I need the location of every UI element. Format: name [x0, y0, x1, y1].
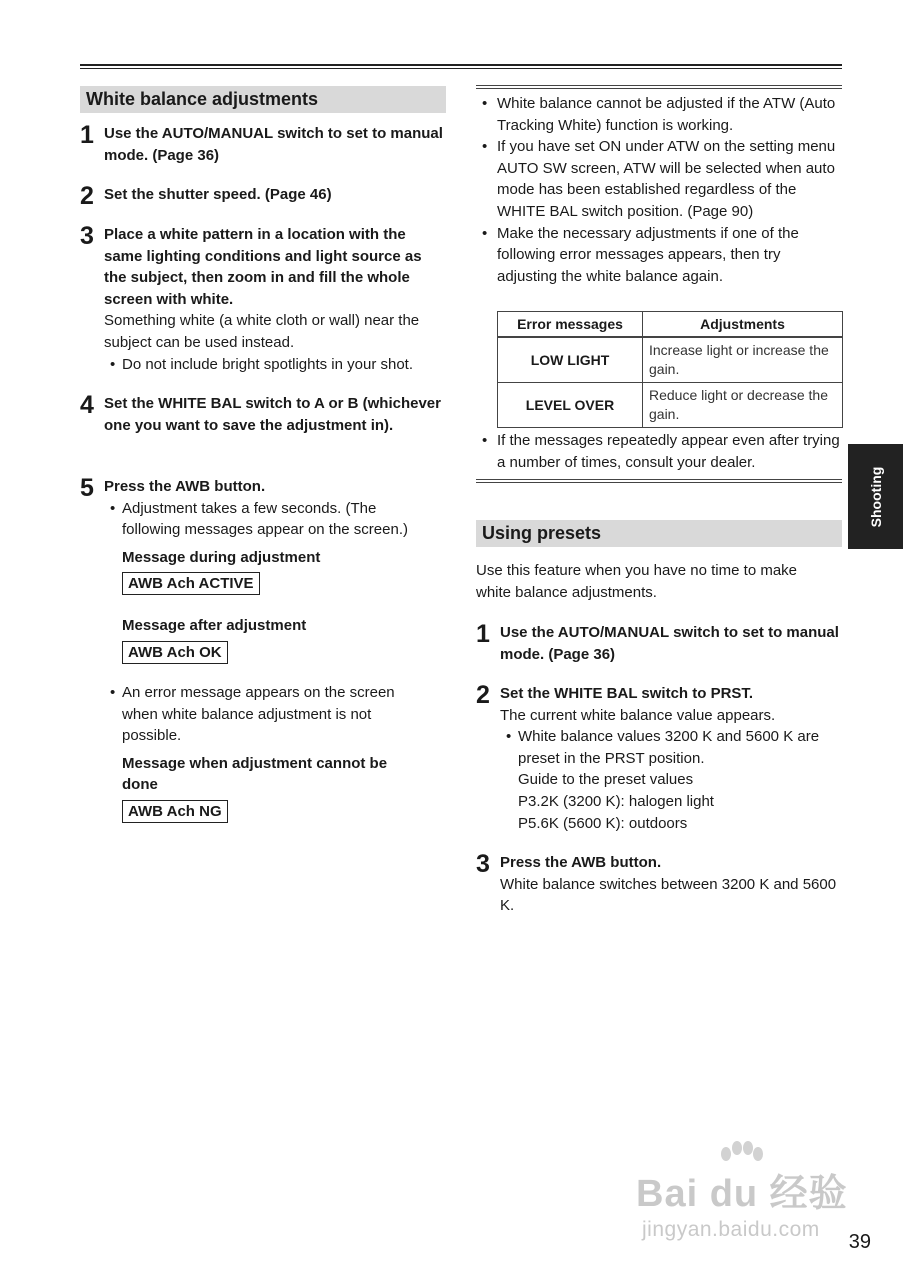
notes-block	[476, 93, 836, 287]
step-number: 3	[476, 850, 490, 878]
table-cell-message: LEVEL OVER	[498, 383, 643, 428]
bullet-note-error: • An error message appears on the screen when white balance adjustment is not possible.	[104, 682, 432, 747]
step-1	[80, 123, 446, 166]
step-number: 3	[80, 222, 94, 250]
step-number: 1	[80, 121, 94, 149]
note-item: • Make the necessary adjustments if one of the following error messages appears, then try adjusting the white balance again.	[476, 223, 836, 288]
step-heading: Use the AUTO/MANUAL switch to set to manual mode. (Page 36)	[500, 624, 839, 663]
note-item-dealer: • If the messages repeatedly appear even after trying a number of times, consult your dealer.	[476, 430, 847, 473]
preset-guide-label: Guide to the preset values	[518, 771, 694, 789]
step-number: 5	[80, 474, 94, 502]
step-number: 2	[476, 681, 490, 709]
message-label-during: Message during adjustment	[122, 548, 321, 566]
table-header: Adjustments	[643, 312, 843, 338]
section-title-white-balance: White balance adjustments	[80, 86, 446, 113]
step-heading: Press the AWB button.	[104, 478, 266, 495]
step-heading: Place a white pattern in a location with the same lighting conditions and light source as the subject, then zoom in and fill the whole screen with white.	[104, 226, 422, 308]
page-number: 39	[848, 1231, 871, 1253]
top-rule	[80, 64, 842, 69]
table-cell-adjustment: Reduce light or decrease the gain.	[643, 383, 843, 428]
message-box-ng: AWB Ach NG	[122, 800, 228, 823]
preset-value-p32: P3.2K (3200 K): halogen light	[518, 792, 714, 810]
table-row	[498, 383, 843, 428]
bullet-note: • Adjustment takes a few seconds. (The following messages appear on the screen.)	[104, 498, 412, 541]
table-header: Error messages	[498, 312, 643, 338]
presets-intro: Use this feature when you have no time to make white balance adjustments.	[476, 562, 798, 601]
message-label-cannot: Message when adjustment cannot be done	[122, 754, 388, 794]
side-tab-shooting	[848, 444, 903, 549]
notes-bottom-rule	[476, 479, 842, 483]
notes-top-rule	[476, 85, 842, 89]
step-body-text: Something white (a white cloth or wall) near the subject can be used instead.	[104, 312, 420, 351]
step-5	[80, 476, 446, 823]
section-title-presets: Using presets	[476, 520, 842, 547]
baidu-watermark	[636, 1140, 851, 1245]
step-number: 4	[80, 391, 94, 419]
step-4	[80, 393, 446, 436]
step-number: 1	[476, 620, 490, 648]
side-tab-label: Shooting	[867, 466, 884, 527]
message-box-ok: AWB Ach OK	[122, 641, 228, 664]
step-heading: Press the AWB button.	[500, 854, 662, 871]
step-number: 2	[80, 182, 94, 210]
watermark-logo: Bai du 经验	[636, 1173, 848, 1215]
bullet-note: • Do not include bright spotlights in your shot.	[104, 354, 446, 376]
watermark-url: jingyan.baidu.com	[642, 1218, 820, 1241]
note-item: • If you have set ON under ATW on the setting menu AUTO SW screen, ATW will be selected when auto mode has been established regardless of the WHITE BAL switch position. (Page 90)	[476, 136, 836, 222]
preset-step-3	[476, 852, 842, 917]
step-heading: Use the AUTO/MANUAL switch to set to manual mode. (Page 36)	[104, 125, 443, 164]
preset-step-1	[476, 622, 842, 665]
preset-value-p56: P5.6K (5600 K): outdoors	[518, 814, 688, 832]
table-header-row	[498, 312, 843, 338]
preset-step-2	[476, 683, 842, 834]
table-cell-message: LOW LIGHT	[498, 337, 643, 383]
message-box-active: AWB Ach ACTIVE	[122, 572, 260, 595]
step-2	[80, 182, 446, 210]
message-label-after: Message after adjustment	[122, 617, 307, 635]
table-row	[498, 337, 843, 383]
note-item: • White balance cannot be adjusted if the ATW (Auto Tracking White) function is working.	[476, 93, 836, 136]
bullet-note: • White balance values 3200 K and 5600 K are preset in the PRST position.	[500, 726, 828, 769]
step-body-text: The current white balance value appears.	[500, 706, 776, 724]
step-3	[80, 224, 446, 375]
step-heading: Set the shutter speed. (Page 46)	[104, 186, 332, 203]
step-heading: Set the WHITE BAL switch to PRST.	[500, 685, 754, 702]
error-table	[497, 311, 843, 428]
step-heading: Set the WHITE BAL switch to A or B (whichever one you want to save the adjustment in).	[104, 395, 441, 434]
step-body-text: White balance switches between 3200 K and 5600 K.	[500, 875, 837, 915]
table-cell-adjustment: Increase light or increase the gain.	[643, 337, 843, 383]
